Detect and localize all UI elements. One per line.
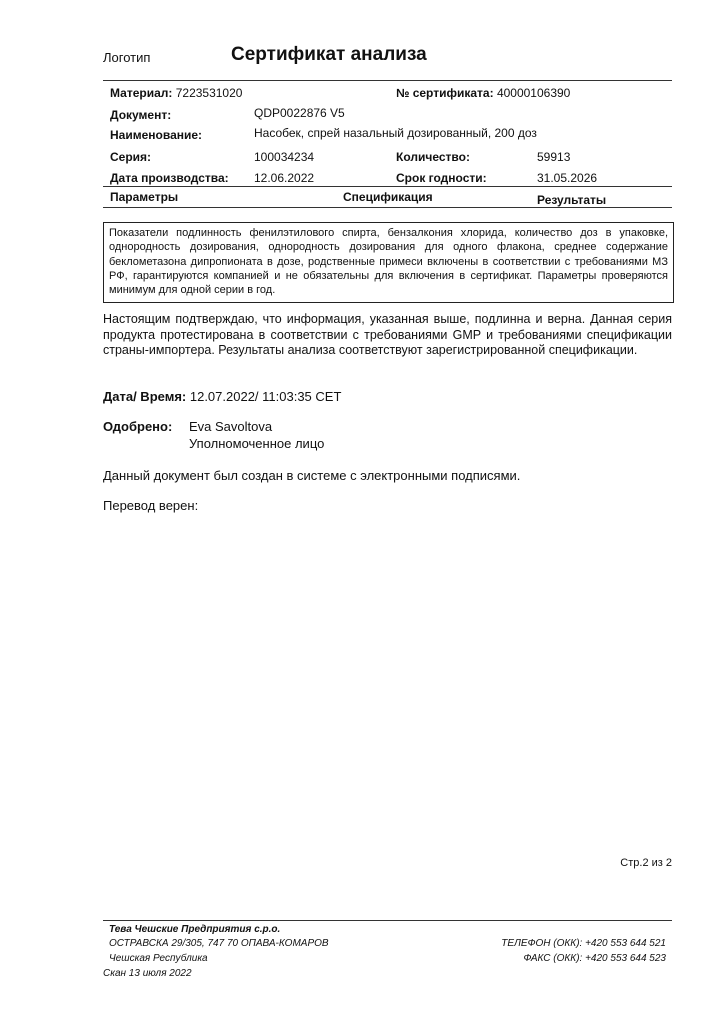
- material-label: Материал:: [110, 86, 173, 100]
- confirmation-paragraph: Настоящим подтверждаю, что информация, указанная выше, подлинна и верна. Данная серия продукта протестирована в соответствии с требованиями GMP и требованиями спецификации страны-импортера. Результаты анализа соответствуют зарегистрированной спецификации.: [103, 312, 672, 357]
- expiry-label: Срок годности:: [396, 171, 487, 185]
- production-date-value: 12.06.2022: [254, 171, 315, 185]
- parameters-header: Параметры: [110, 190, 179, 204]
- translation-note: Перевод верен:: [103, 498, 199, 513]
- results-header: Результаты: [537, 193, 607, 207]
- name-label: Наименование:: [110, 128, 203, 142]
- specification-header: Спецификация: [343, 190, 433, 204]
- expiry-value: 31.05.2026: [537, 171, 598, 185]
- production-date-label: Дата производства:: [110, 171, 229, 185]
- footer-scan-date: Скан 13 июля 2022: [103, 968, 192, 979]
- page-number: Стр.2 из 2: [620, 857, 672, 869]
- document-value: QDP0022876 V5: [254, 106, 345, 120]
- header-divider: [103, 80, 672, 81]
- material-row: [110, 86, 242, 100]
- info-divider: [103, 186, 672, 187]
- page-title: Сертификат анализа: [231, 44, 427, 65]
- datetime-row: [103, 389, 341, 404]
- quantity-label: Количество:: [396, 150, 470, 164]
- notice-box: Показатели подлинность фенилэтилового спирта, бензалкония хлорида, количество доз в упаковке, однородность дозирования, однородность дозирования для одного флакона, среднее содержание беклометазона дипропионата в дозе, родственные примеси включены в соответствии с требованиями МЗ РФ, гарантируются компанией и не обязательны для включения в сертификат. Параметры проверяются минимум для одной серии в год.: [103, 222, 674, 303]
- datetime-label: Дата/ Время:: [103, 389, 187, 404]
- name-value: Насобек, спрей назальный дозированный, 200 доз: [254, 126, 537, 140]
- footer-address: ОСТРАВСКА 29/305, 747 70 ОПАВА-КОМАРОВ: [109, 938, 329, 949]
- approver-name: Eva Savoltova: [189, 419, 273, 434]
- quantity-value: 59913: [537, 150, 571, 164]
- series-value: 100034234: [254, 150, 315, 164]
- datetime-value: 12.07.2022/ 11:03:35 CET: [189, 389, 342, 404]
- material-value: 7223531020: [175, 86, 243, 100]
- electronic-signature-note: Данный документ был создан в системе с электронными подписями.: [103, 468, 521, 483]
- table-header-divider: [103, 207, 672, 208]
- footer-phone: ТЕЛЕФОН (ОКК): +420 553 644 521: [501, 938, 666, 949]
- footer-company: Тева Чешские Предприятия с.р.о.: [109, 924, 281, 935]
- approver-role: Уполномоченное лицо: [189, 436, 325, 451]
- series-label: Серия:: [110, 150, 152, 164]
- certificate-label: № сертификата:: [396, 86, 494, 100]
- footer-divider: [103, 920, 672, 921]
- approval-label: Одобрено:: [103, 419, 173, 434]
- logo-placeholder: Логотип: [103, 50, 151, 65]
- certificate-value: 40000106390: [496, 86, 571, 100]
- footer-fax: ФАКС (ОКК): +420 553 644 523: [523, 953, 666, 964]
- document-label: Документ:: [110, 108, 172, 122]
- footer-country: Чешская Республика: [109, 953, 208, 964]
- certificate-row: [396, 86, 570, 100]
